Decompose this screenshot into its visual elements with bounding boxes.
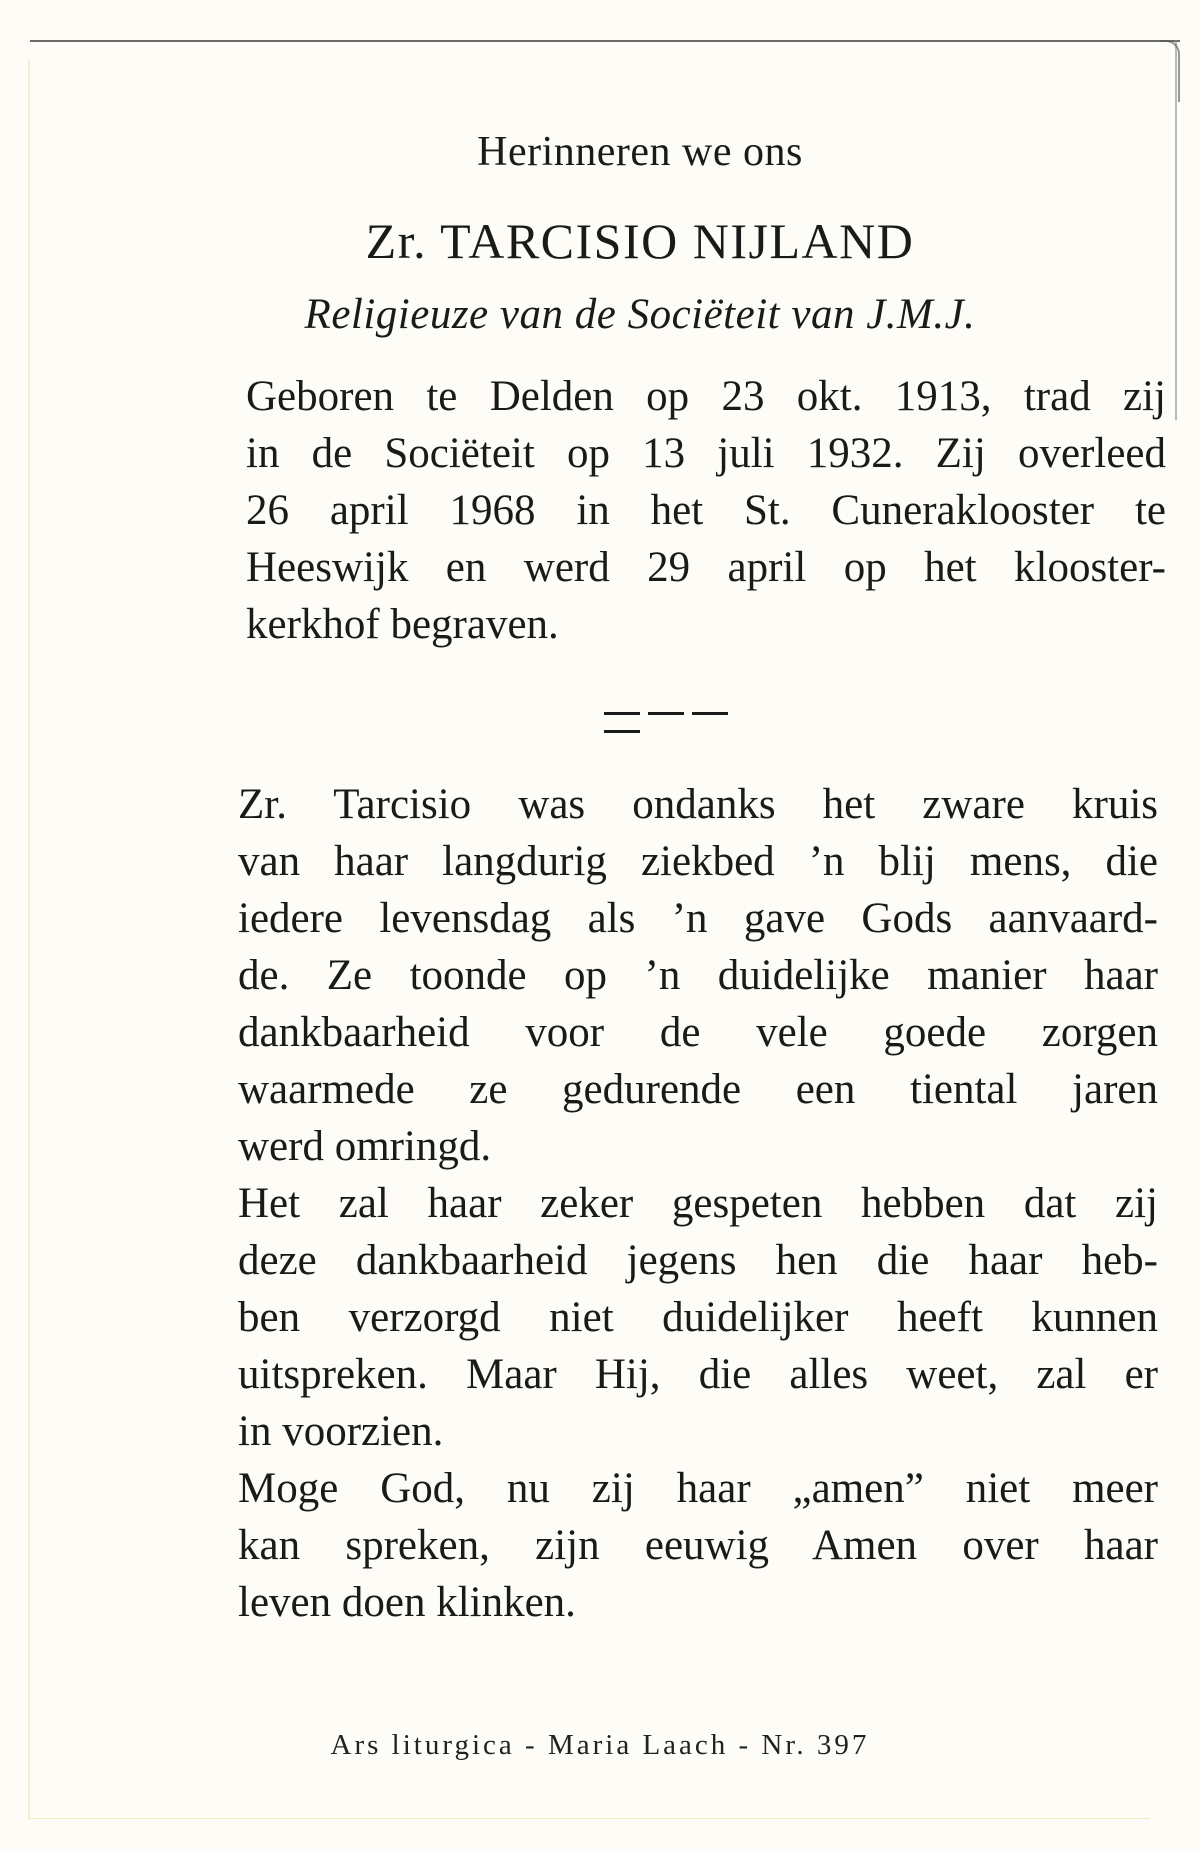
biography-line: Heeswijk en werd 29 april op het klooster-: [246, 544, 1166, 591]
tribute-line: Het zal haar zeker gespeten hebben dat zij: [238, 1180, 1158, 1227]
card-corner: [1160, 40, 1180, 102]
biography-line: Geboren te Delden op 23 okt. 1913, trad zij: [246, 373, 1166, 420]
religious-order: Religieuze van de Sociëteit van J.M.J.: [304, 291, 976, 338]
biography-line: 26 april 1968 in het St. Cuneraklooster te: [246, 487, 1166, 534]
card-top-edge: [30, 40, 1180, 42]
card-bottom-edge: [30, 1818, 1150, 1819]
tribute-line: de. Ze toonde op ’n duidelijke manier haar: [238, 952, 1158, 999]
tribute-line: uitspreken. Maar Hij, die alles weet, zal er: [238, 1351, 1158, 1398]
tribute-line: werd omringd.: [238, 1123, 492, 1170]
tribute-line: leven doen klinken.: [238, 1579, 576, 1626]
tribute-line: van haar langdurig ziekbed ’n blij mens, die: [238, 838, 1158, 885]
biography-line: in de Sociëteit op 13 juli 1932. Zij overleed: [246, 430, 1166, 477]
tribute-line: in voorzien.: [238, 1408, 444, 1455]
tribute-line: kan spreken, zijn eeuwig Amen over haar: [238, 1522, 1158, 1569]
deceased-name: Zr. TARCISIO NIJLAND: [365, 213, 915, 269]
tribute-line: Zr. Tarcisio was ondanks het zware kruis: [238, 781, 1158, 828]
biography-paragraph: [246, 368, 1166, 653]
biography-line: kerkhof begraven.: [246, 601, 559, 648]
card-left-edge: [28, 60, 30, 1820]
tribute-line: ben verzorgd niet duidelijker heeft kunnen: [238, 1294, 1158, 1341]
section-divider: [604, 712, 772, 716]
tribute-line: iedere levensdag als ’n gave Gods aanvaard-: [238, 895, 1158, 942]
intro-text: Herinneren we ons: [477, 129, 803, 175]
tribute-line: deze dankbaarheid jegens hen die haar heb-: [238, 1237, 1158, 1284]
tribute-line: Moge God, nu zij haar „amen” niet meer: [238, 1465, 1158, 1512]
tribute-text: [238, 776, 1158, 1631]
publisher-imprint: Ars liturgica - Maria Laach - Nr. 397: [330, 1729, 870, 1761]
tribute-line: waarmede ze gedurende een tiental jaren: [238, 1066, 1158, 1113]
tribute-line: dankbaarheid voor de vele goede zorgen: [238, 1009, 1158, 1056]
